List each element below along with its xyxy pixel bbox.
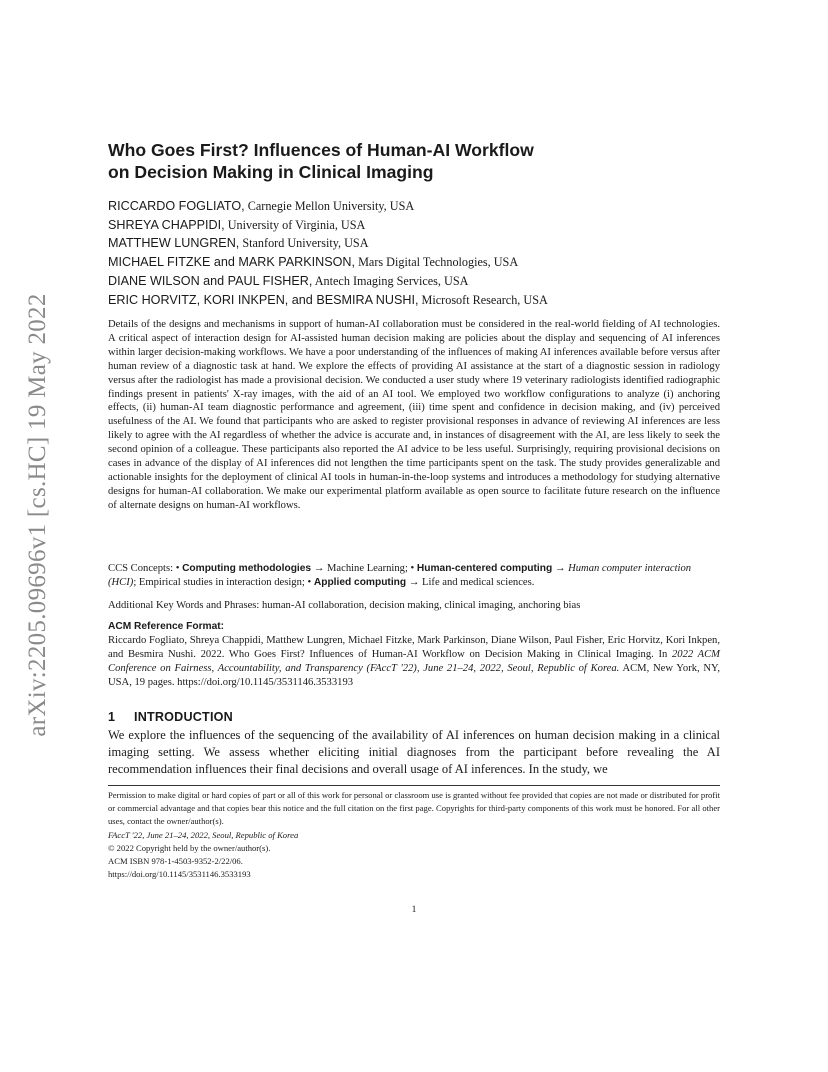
introduction-text: We explore the influences of the sequencing of the availability of AI inferences on human decision making in a clinical imaging setting. We assess whether eliciting initial diagnoses from the participant before revealing the AI recommendation influences their final decisions and overall usage of AI inferences. In the study, we (108, 728, 720, 776)
author-line (108, 216, 720, 235)
paper-title (108, 139, 628, 183)
ccs-concept-applied-computing: Applied computing (313, 577, 407, 588)
copyright-notice: © 2022 Copyright held by the owner/author(s). (108, 842, 271, 853)
acm-reference-text: Riccardo Fogliato, Shreya Chappidi, Matthew Lungren, Michael Fitzke, Mark Parkinson, Diane Wilson, Paul Fisher, Eric Horvitz, Kori Inkpen, and Besmira Nushi. 2022. Who Goes First? Influences of Human-AI Workflow on Decision Making in Clinical Imaging. In (108, 635, 720, 661)
ccs-concepts (108, 562, 720, 590)
author-affiliation: Stanford University, USA (242, 236, 369, 251)
author-names: SHREYA CHAPPIDI, (108, 217, 225, 232)
keywords: Additional Key Words and Phrases: human-AI collaboration, decision making, clinical imaging, anchoring bias (108, 600, 581, 611)
title-line-1: Who Goes First? Influences of Human-AI Workflow (108, 140, 534, 160)
author-line (108, 272, 720, 291)
author-line (108, 253, 720, 272)
section-heading (108, 709, 233, 725)
acm-reference-venue: 2022 ACM Conference on Fairness, Accountability, and Transparency (FAccT '22), June 21–24, 2022, Seoul, Republic of Korea. (108, 649, 721, 675)
footnote-venue (108, 829, 720, 842)
acm-reference-heading: ACM Reference Format: (108, 621, 225, 632)
author-line (108, 197, 720, 216)
author-affiliation: Carnegie Mellon University, USA (247, 199, 415, 213)
ccs-text: ; Empirical studies in interaction design; • (133, 577, 312, 588)
author-names: ERIC HORVITZ, KORI INKPEN, and BESMIRA NUSHI, (108, 292, 419, 307)
section-title: INTRODUCTION (134, 710, 233, 724)
acm-reference (108, 634, 720, 690)
author-line (108, 234, 720, 253)
footnote-divider (108, 785, 720, 786)
footnote-venue-text: FAccT '22, June 21–24, 2022, Seoul, Republic of Korea (108, 829, 299, 840)
author-affiliation: Microsoft Research, USA (421, 292, 548, 307)
arxiv-sidebar (18, 270, 58, 760)
isbn: ACM ISBN 978-1-4503-9352-2/22/06. (108, 856, 243, 867)
author-line (108, 291, 720, 310)
author-affiliation: University of Virginia, USA (227, 217, 366, 232)
ccs-text: → Life and medical sciences. (408, 577, 535, 588)
author-affiliation: Antech Imaging Services, USA (314, 273, 469, 288)
doi-link[interactable]: https://doi.org/10.1145/3531146.3533193 (108, 869, 251, 880)
page-number: 1 (411, 905, 417, 915)
author-names: RICCARDO FOGLIATO, (108, 199, 245, 213)
author-list (108, 197, 720, 309)
author-names: DIANE WILSON and PAUL FISHER, (108, 273, 313, 288)
abstract: Details of the designs and mechanisms in support of human-AI collaboration must be considered in the real-world fielding of AI technologies. A critical aspect of interaction design for AI-assisted human decision making are policies about the display and sequencing of AI inferences within larger decision-making workflows. We have a poor understanding of the influences of making AI inferences available before versus after human review of a diagnostic task at hand. We explore the effects of providing AI assistance at the start of a diagnostic session in radiology versus after the radiologist has made a provisional decision. We conducted a user study where 19 veterinary radiologists identified radiographic findings present in patients' X-ray images, with the aid of an AI tool. We employed two workflow configurations to analyze (i) anchoring effects, (ii) human-AI team diagnostic performance and agreement, (iii) time spent and confidence in decision making, and (iv) perceived usefulness of the AI. We found that participants who are asked to register provisional responses in advance of reviewing AI inferences are less likely to agree with the AI regardless of whether the advice is accurate and, in instances of disagreement with the AI, are less likely to seek the second opinion of a colleague. These participants also reported the AI advice to be less useful. Surprisingly, requiring provisional decisions on cases in advance of the display of AI inferences did not lengthen the time participants spent on the task. The study provides generalizable and actionable insights for the deployment of clinical AI tools in human-in-the-loop systems and introduces a methodology for studying alternative designs for human-AI collaboration. We make our experimental platform available as open source to facilitate future research on the influence of alternate designs on human-AI workflows. (108, 319, 720, 511)
permission-notice: Permission to make digital or hard copies of part or all of this work for personal or classroom use is granted without fee provided that copies are not made or distributed for profit or commercial advantage and that copies bear this notice and the full citation on the first page. Copyrights for third-party components of this work must be honored. For all other uses, contact the owner/author(s). (108, 790, 720, 827)
acm-reference-doi: ACM, New York, NY, USA, 19 pages. https://doi.org/10.1145/3531146.3533193 (108, 663, 720, 689)
ccs-arrow: → (554, 563, 566, 574)
title-line-2: on Decision Making in Clinical Imaging (108, 162, 434, 182)
author-names: MICHAEL FITZKE and MARK PARKINSON, (108, 255, 356, 270)
ccs-text: → Machine Learning; • (313, 563, 415, 574)
ccs-concept-human-centered-computing: Human-centered computing (416, 563, 553, 574)
ccs-prefix: CCS Concepts: • (108, 563, 180, 574)
section-number: 1 (108, 710, 116, 724)
ccs-concept-computing-methodologies: Computing methodologies (182, 563, 312, 574)
author-affiliation: Mars Digital Technologies, USA (358, 255, 519, 270)
arxiv-identifier: arXiv:2205.09696v1 [cs.HC] 19 May 2022 (24, 293, 51, 737)
ccs-concept-hci: Human computer interaction (HCI) (108, 563, 692, 588)
footnote (108, 789, 720, 881)
author-names: MATTHEW LUNGREN, (108, 236, 240, 251)
